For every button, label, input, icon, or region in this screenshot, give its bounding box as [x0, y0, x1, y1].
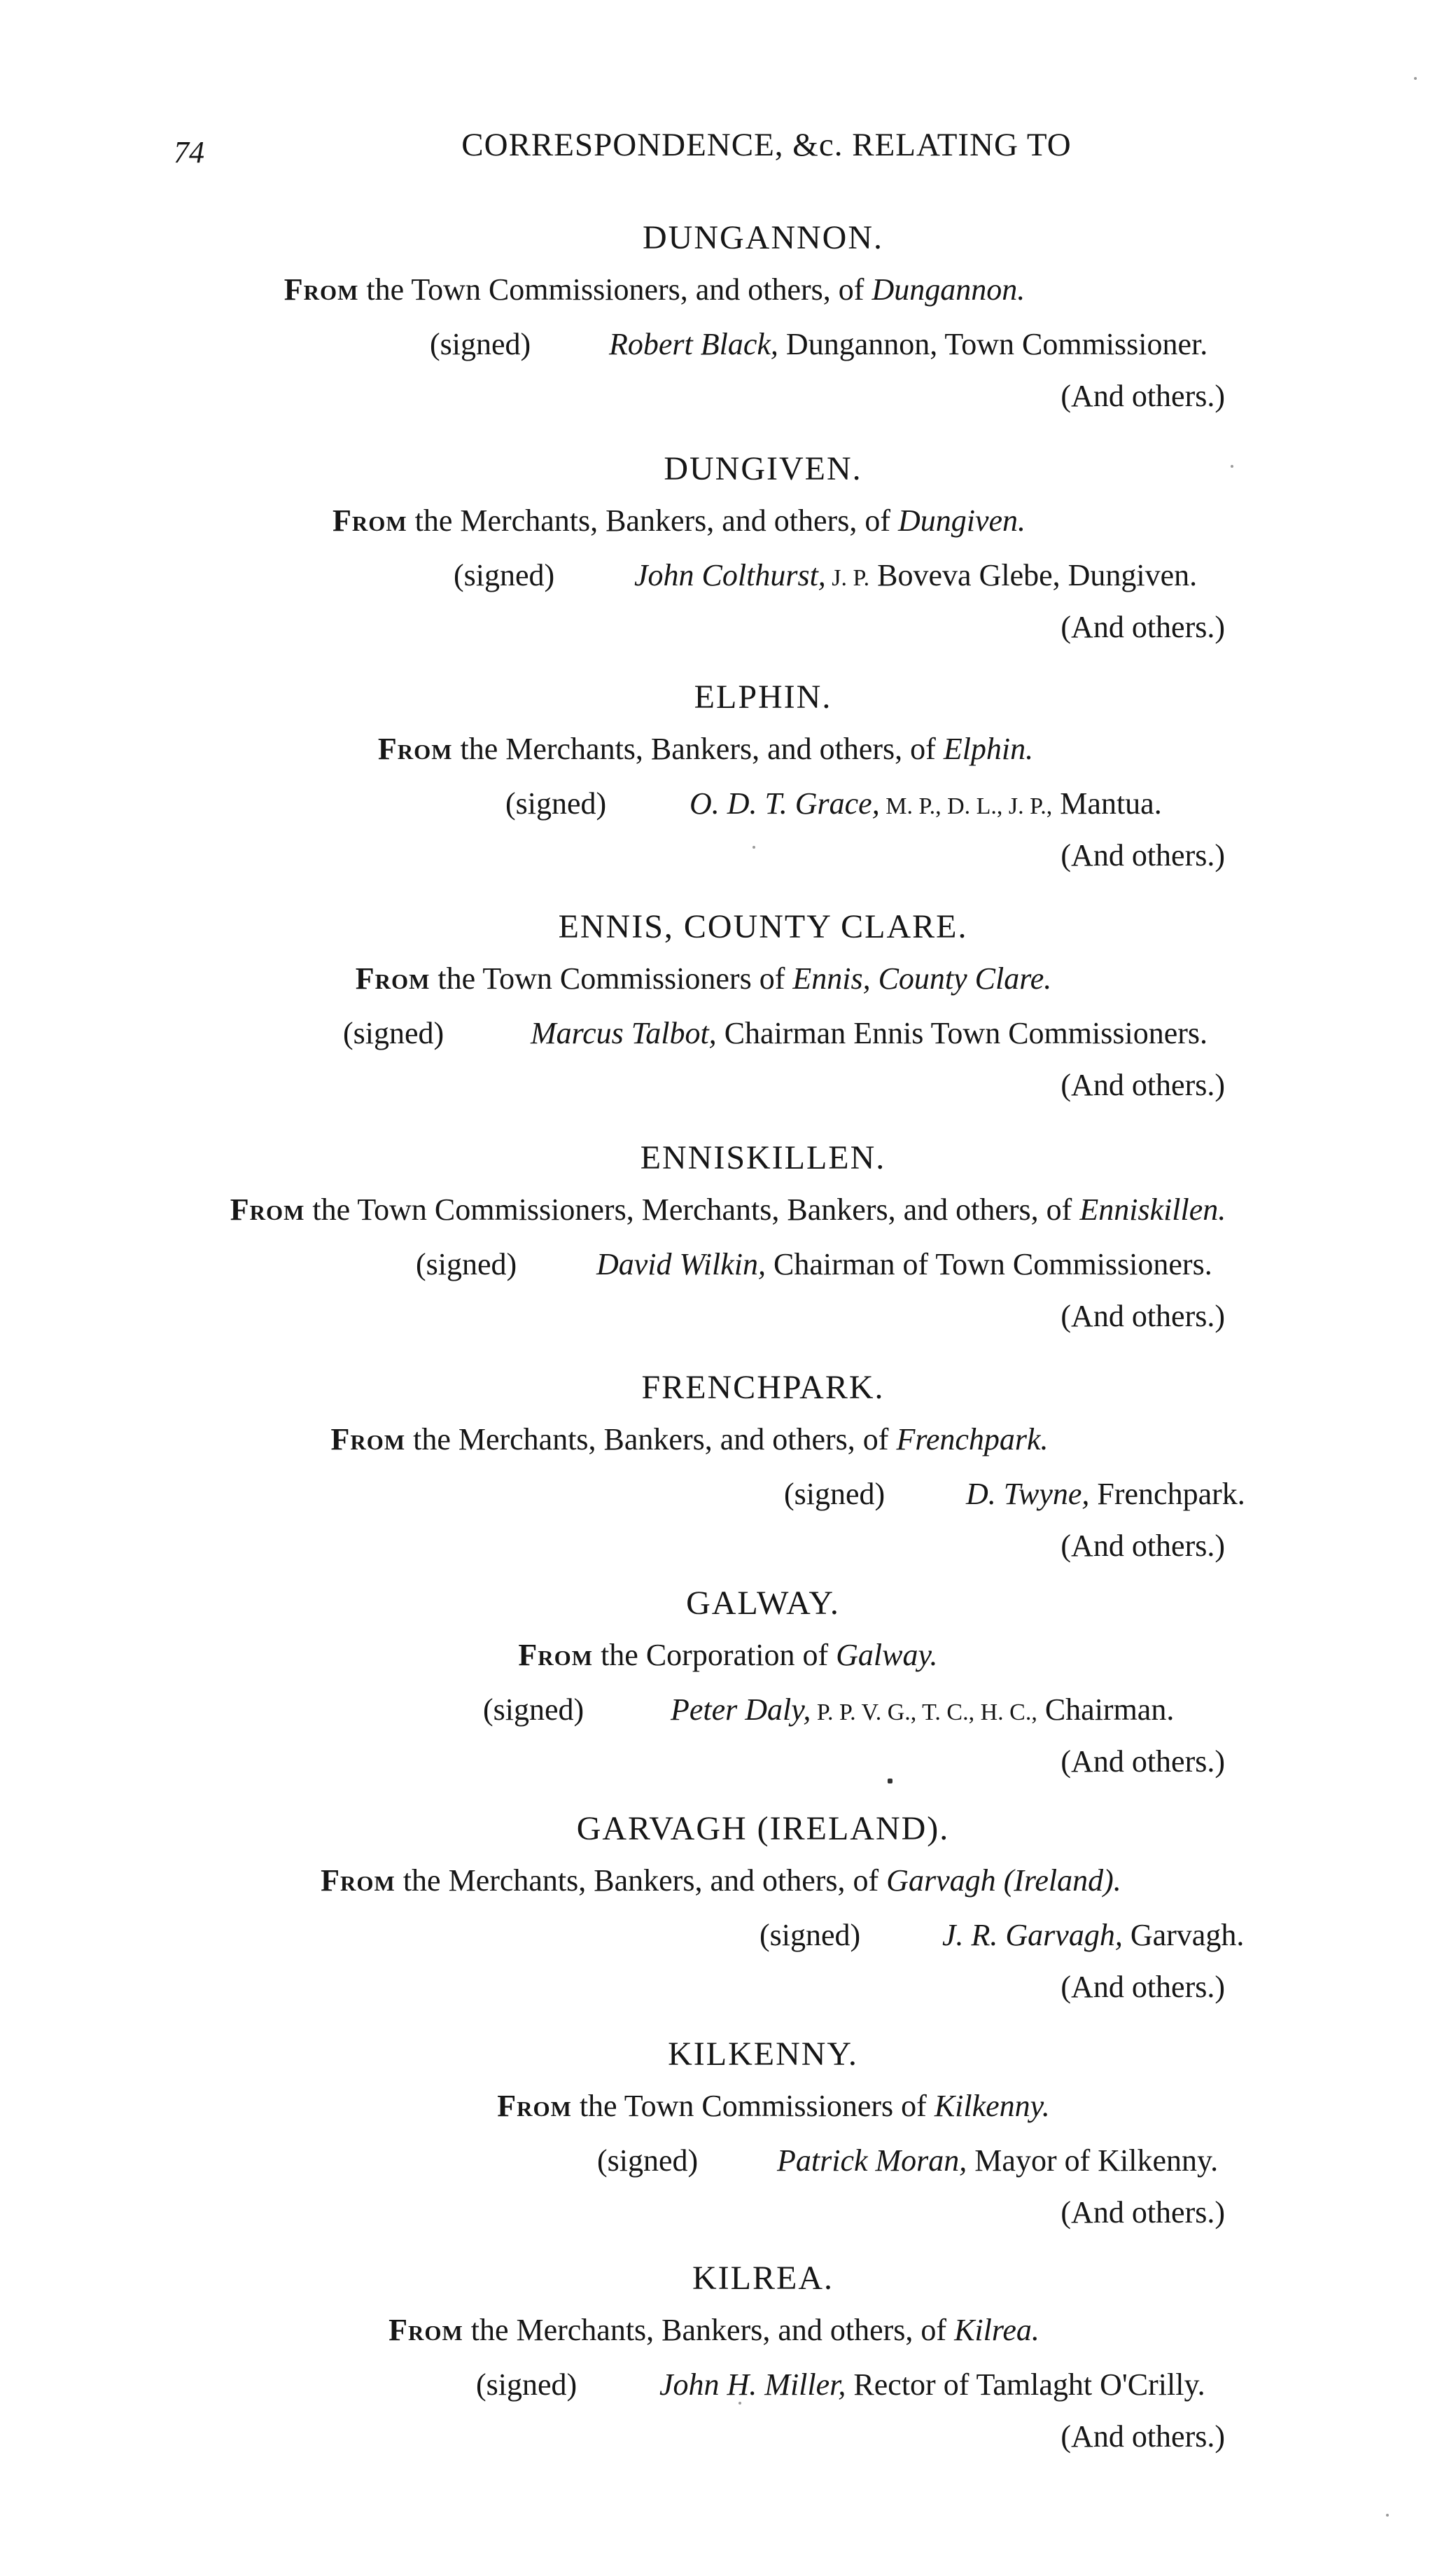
from-text: the Town Commissioners, Merchants, Bankers, and others, of [304, 1192, 1080, 1227]
section-heading [0, 1139, 1456, 1177]
signer-description: Chairman Ennis Town Commissioners. [716, 1016, 1208, 1050]
signer-description: Boveva Glebe, Dungiven. [869, 558, 1198, 592]
from-word: From [321, 1863, 396, 1898]
section-heading-text: ENNIS, COUNTY CLARE. [558, 908, 968, 945]
page-number: 74 [174, 135, 204, 169]
signature-line [690, 784, 1162, 826]
section-heading [0, 678, 1456, 716]
section-heading [0, 218, 1456, 257]
section-heading-text: FRENCHPARK. [641, 1369, 885, 1406]
section-heading [0, 1368, 1456, 1407]
signature-line [777, 2141, 1218, 2183]
from-place: Kilkenny. [934, 2089, 1050, 2123]
from-place: Dungiven. [897, 503, 1026, 538]
from-place: Dungannon. [872, 272, 1026, 307]
from-word: From [377, 732, 453, 766]
signer-description: Chairman. [1037, 1692, 1175, 1727]
signer-name: O. D. T. Grace, [690, 786, 880, 821]
signer-name: John Colthurst, [634, 558, 826, 592]
signer-postnominals: P. P. V. G., T. C., H. C., [811, 1699, 1037, 1725]
and-others-note: (And others.) [1060, 2419, 1225, 2454]
section-heading-text: DUNGANNON. [643, 219, 883, 256]
from-place: Kilrea. [954, 2313, 1040, 2347]
and-others-note: (And others.) [1060, 1744, 1225, 1779]
section-heading-text: ENNISKILLEN. [640, 1139, 886, 1176]
section-heading-text: DUNGIVEN. [664, 450, 862, 487]
scan-speck [888, 1779, 892, 1783]
and-others-note: (And others.) [1060, 1299, 1225, 1333]
from-word: From [330, 1422, 406, 1456]
section-heading-text: KILREA. [692, 2260, 834, 2297]
from-place: Enniskillen. [1079, 1192, 1226, 1227]
from-word: From [518, 1638, 594, 1672]
signer-description: Garvagh. [1122, 1918, 1245, 1952]
and-others-note: (And others.) [1060, 1970, 1225, 2004]
from-line [0, 272, 1382, 307]
from-place: Frenchpark. [896, 1422, 1049, 1456]
signer-postnominals: M. P., D. L., J. P., [879, 793, 1053, 819]
signed-label: (signed) [454, 558, 555, 592]
and-others-note: (And others.) [1060, 1529, 1225, 1563]
from-word: From [230, 1192, 305, 1227]
running-head-text: CORRESPONDENCE, &c. RELATING TO [461, 127, 1072, 163]
section-heading [0, 907, 1456, 946]
from-word: From [284, 272, 359, 307]
section-heading-text: ELPHIN. [694, 679, 832, 716]
signed-label: (signed) [430, 327, 531, 361]
signature-line [942, 1916, 1244, 1958]
signer-name: Peter Daly, [671, 1692, 811, 1727]
from-text: the Town Commissioners, and others, of [358, 272, 872, 307]
from-text: the Town Commissioners of [430, 961, 793, 996]
signed-label: (signed) [597, 2143, 699, 2178]
from-line [0, 1637, 1456, 1673]
from-word: From [388, 2313, 463, 2347]
section-heading [0, 2259, 1456, 2297]
from-line [0, 961, 1432, 996]
scan-speck [1231, 465, 1233, 468]
signer-name: David Wilkin, [596, 1247, 766, 1281]
and-others-note: (And others.) [1060, 379, 1225, 413]
signed-label: (signed) [760, 1918, 861, 1952]
signer-name: D. Twyne, [966, 1477, 1090, 1511]
signed-label: (signed) [343, 1016, 444, 1050]
scan-speck [1386, 2514, 1389, 2517]
signer-name: J. R. Garvagh, [942, 1918, 1123, 1952]
signer-name: Patrick Moran, [777, 2143, 967, 2178]
signer-description: Frenchpark. [1089, 1477, 1245, 1511]
from-line [0, 2312, 1442, 2348]
scan-speck [1414, 77, 1417, 80]
signature-line [671, 1690, 1174, 1732]
signature-line [531, 1014, 1208, 1056]
section-heading [0, 2035, 1456, 2073]
signer-description: Chairman of Town Commissioners. [765, 1247, 1212, 1281]
from-text: the Merchants, Bankers, and others, of [452, 732, 944, 766]
running-head [0, 126, 1456, 164]
from-word: From [332, 503, 407, 538]
signed-label: (signed) [416, 1247, 517, 1281]
and-others-note: (And others.) [1060, 1068, 1225, 1102]
signer-name: John H. Miller, [659, 2367, 846, 2402]
signer-name: Marcus Talbot, [531, 1016, 717, 1050]
signed-label: (signed) [483, 1692, 584, 1727]
signature-line [596, 1245, 1212, 1287]
from-place: Garvagh (Ireland). [886, 1863, 1121, 1898]
signer-description: Rector of Tamlaght O'Crilly. [846, 2367, 1205, 2402]
from-text: the Merchants, Bankers, and others, of [405, 1422, 897, 1456]
signer-description: Dungannon, Town Commissioner. [778, 327, 1208, 361]
from-text: the Merchants, Bankers, and others, of [463, 2313, 955, 2347]
scan-speck [752, 846, 755, 849]
from-text: the Corporation of [593, 1638, 836, 1672]
signer-name: Robert Black, [609, 327, 778, 361]
from-line [0, 731, 1434, 767]
from-place: Elphin. [943, 732, 1034, 766]
section-heading [0, 1809, 1456, 1848]
from-line [46, 2088, 1456, 2124]
signed-label: (signed) [476, 2367, 578, 2402]
and-others-note: (And others.) [1060, 2195, 1225, 2229]
signed-label: (signed) [505, 786, 607, 821]
from-word: From [355, 961, 430, 996]
signature-line [609, 325, 1208, 367]
from-place: Galway. [836, 1638, 938, 1672]
from-text: the Merchants, Bankers, and others, of [395, 1863, 887, 1898]
from-line [0, 1863, 1449, 1898]
section-heading-text: KILKENNY. [668, 2036, 858, 2073]
from-place: Ennis, County Clare. [792, 961, 1052, 996]
from-text: the Merchants, Bankers, and others, of [407, 503, 898, 538]
and-others-note: (And others.) [1060, 838, 1225, 872]
section-heading [0, 1584, 1456, 1622]
signature-line [659, 2365, 1205, 2407]
signer-description: Mayor of Kilkenny. [967, 2143, 1219, 2178]
and-others-note: (And others.) [1060, 610, 1225, 644]
signed-label: (signed) [784, 1477, 886, 1511]
from-line [0, 1192, 1456, 1227]
signature-line [966, 1475, 1245, 1517]
section-heading-text: GARVAGH (IRELAND). [576, 1810, 950, 1847]
signature-line [634, 556, 1197, 598]
from-word: From [497, 2089, 572, 2123]
from-line [0, 1421, 1418, 1457]
signer-description: Mantua. [1052, 786, 1162, 821]
from-line [0, 503, 1407, 538]
from-text: the Town Commissioners of [571, 2089, 934, 2123]
signer-postnominals: J. P. [825, 565, 870, 591]
section-heading [0, 450, 1456, 488]
section-heading-text: GALWAY. [686, 1585, 840, 1622]
scan-speck [738, 2402, 741, 2405]
